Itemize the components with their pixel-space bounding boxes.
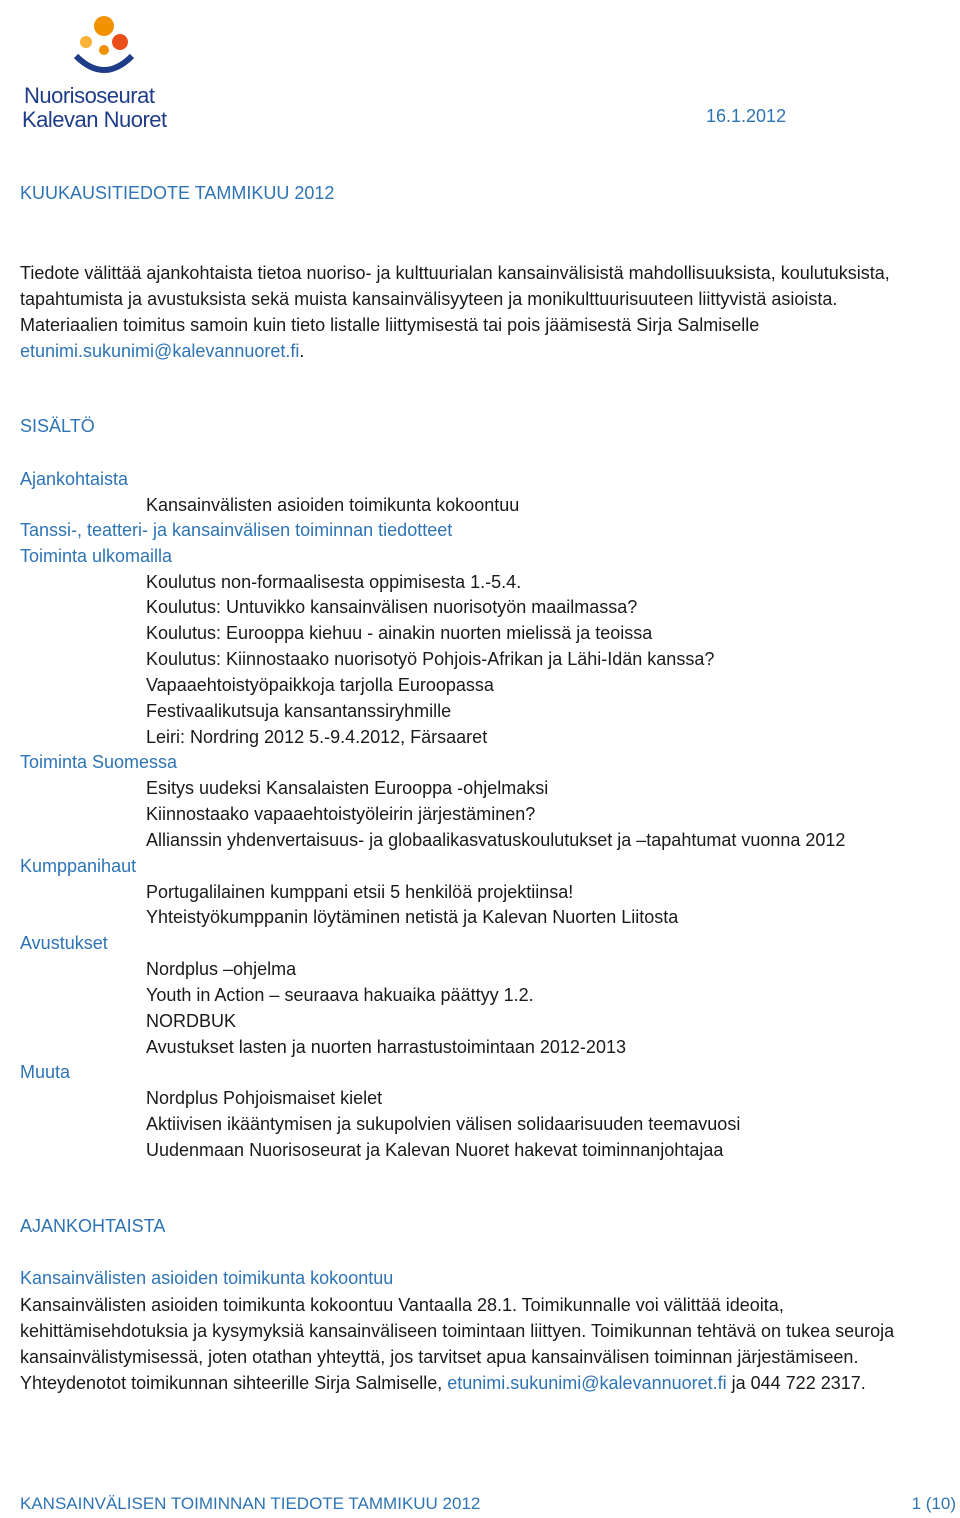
toc-item[interactable]: Koulutus: Untuvikko kansainvälisen nuorisotyön maailmassa? bbox=[146, 597, 638, 617]
section-heading: AJANKOHTAISTA bbox=[20, 1216, 166, 1236]
toc-item[interactable]: Nordplus Pohjoismaiset kielet bbox=[146, 1088, 383, 1108]
intro-email-link[interactable]: etunimi.sukunimi@kalevannuoret.fi bbox=[20, 341, 300, 361]
logo-mark-icon bbox=[20, 12, 180, 82]
toc-item[interactable]: Koulutus: Eurooppa kiehuu - ainakin nuorten mielissä ja teoissa bbox=[146, 623, 653, 643]
section-body-end: ja 044 722 2317. bbox=[726, 1373, 866, 1393]
footer-page-number: 1 (10) bbox=[911, 1494, 956, 1513]
toc-item[interactable]: Koulutus: Kiinnostaako nuorisotyö Pohjois-Afrikan ja Lähi-Idän kanssa? bbox=[146, 649, 715, 669]
toc-item[interactable]: Leiri: Nordring 2012 5.-9.4.2012, Färsaaret bbox=[146, 727, 488, 747]
toc-item[interactable]: Youth in Action – seuraava hakuaika päättyy 1.2. bbox=[146, 985, 534, 1005]
document-date: 16.1.2012 bbox=[706, 106, 787, 126]
toc-item[interactable]: Festivaalikutsuja kansantanssiryhmille bbox=[146, 701, 452, 721]
section-email-link[interactable]: etunimi.sukunimi@kalevannuoret.fi bbox=[447, 1373, 727, 1393]
intro-paragraph bbox=[20, 260, 920, 364]
organization-logo bbox=[20, 12, 180, 132]
toc-heading-tiedotteet[interactable]: Tanssi-, teatteri- ja kansainvälisen toiminnan tiedotteet bbox=[20, 520, 453, 540]
toc-item[interactable]: Uudenmaan Nuorisoseurat ja Kalevan Nuoret hakevat toiminnanjohtajaa bbox=[146, 1140, 724, 1160]
toc-item[interactable]: Vapaaehtoistyöpaikkoja tarjolla Euroopassa bbox=[146, 675, 494, 695]
toc-heading-muuta[interactable]: Muuta bbox=[20, 1062, 71, 1082]
toc-item[interactable]: Esitys uudeksi Kansalaisten Eurooppa -ohjelmaksi bbox=[146, 778, 549, 798]
toc-item[interactable]: Yhteistyökumppanin löytäminen netistä ja Kalevan Nuorten Liitosta bbox=[146, 907, 679, 927]
toc-title: SISÄLTÖ bbox=[20, 416, 95, 436]
toc-item[interactable]: Kansainvälisten asioiden toimikunta kokoontuu bbox=[146, 495, 520, 515]
toc-item[interactable]: Avustukset lasten ja nuorten harrastustoimintaan 2012-2013 bbox=[146, 1037, 626, 1057]
section-body-text: Kansainvälisten asioiden toimikunta kokoontuu Vantaalla 28.1. Toimikunnalle voi välittää ideoita, kehittämisehdotuksia ja kysymyksiä kansainväliseen toimintaan liittyen. Toimikunnan tehtävä on tukea seuroja kansainvälistymisessä, joten otathan yhteyttä, jos tarvitset apua kansainvälisen toiminnan järjestämiseen. Yhteydenotot toimikunnan sihteerille Sirja Salmiselle, bbox=[20, 1295, 895, 1393]
toc-heading-kumppanihaut[interactable]: Kumppanihaut bbox=[20, 856, 137, 876]
logo-text-line-2: Kalevan Nuoret bbox=[22, 107, 167, 132]
toc-item[interactable]: Nordplus –ohjelma bbox=[146, 959, 297, 979]
intro-text: Tiedote välittää ajankohtaista tietoa nuoriso- ja kulttuurialan kansainvälisistä mahdollisuuksista, koulutuksista, tapahtumista ja avustuksista sekä muista kansainvälisyyteen ja monikulttuurisuuteen liittyvistä asioista. Materiaalien toimitus samoin kuin tieto listalle liittymisestä tai pois jäämisestä Sirja Salmiselle bbox=[20, 263, 890, 335]
footer-title: KANSAINVÄLISEN TOIMINNAN TIEDOTE TAMMIKUU 2012 bbox=[20, 1494, 481, 1513]
section-body bbox=[20, 1292, 920, 1396]
toc-heading-ajankohtaista[interactable]: Ajankohtaista bbox=[20, 469, 129, 489]
toc-item[interactable]: Portugalilainen kumppani etsii 5 henkilöä projektiinsa! bbox=[146, 882, 574, 902]
logo-text-line-1: Nuorisoseurat bbox=[24, 83, 155, 108]
toc-item[interactable]: Allianssin yhdenvertaisuus- ja globaalikasvatuskoulutukset ja –tapahtumat vuonna 2012 bbox=[146, 830, 846, 850]
toc-item[interactable]: Koulutus non-formaalisesta oppimisesta 1.-5.4. bbox=[146, 572, 522, 592]
toc-heading-toiminta-ulkomailla[interactable]: Toiminta ulkomailla bbox=[20, 546, 173, 566]
section-subheading: Kansainvälisten asioiden toimikunta kokoontuu bbox=[20, 1268, 394, 1288]
toc-item[interactable]: Kiinnostaako vapaaehtoistyöleirin järjestäminen? bbox=[146, 804, 536, 824]
toc-item[interactable]: Aktiivisen ikääntymisen ja sukupolvien välisen solidaarisuuden teemavuosi bbox=[146, 1114, 741, 1134]
toc-heading-toiminta-suomessa[interactable]: Toiminta Suomessa bbox=[20, 752, 178, 772]
toc-item[interactable]: NORDBUK bbox=[146, 1011, 237, 1031]
toc-heading-avustukset[interactable]: Avustukset bbox=[20, 933, 108, 953]
document-title: KUUKAUSITIEDOTE TAMMIKUU 2012 bbox=[20, 183, 335, 203]
intro-end: . bbox=[299, 341, 305, 361]
